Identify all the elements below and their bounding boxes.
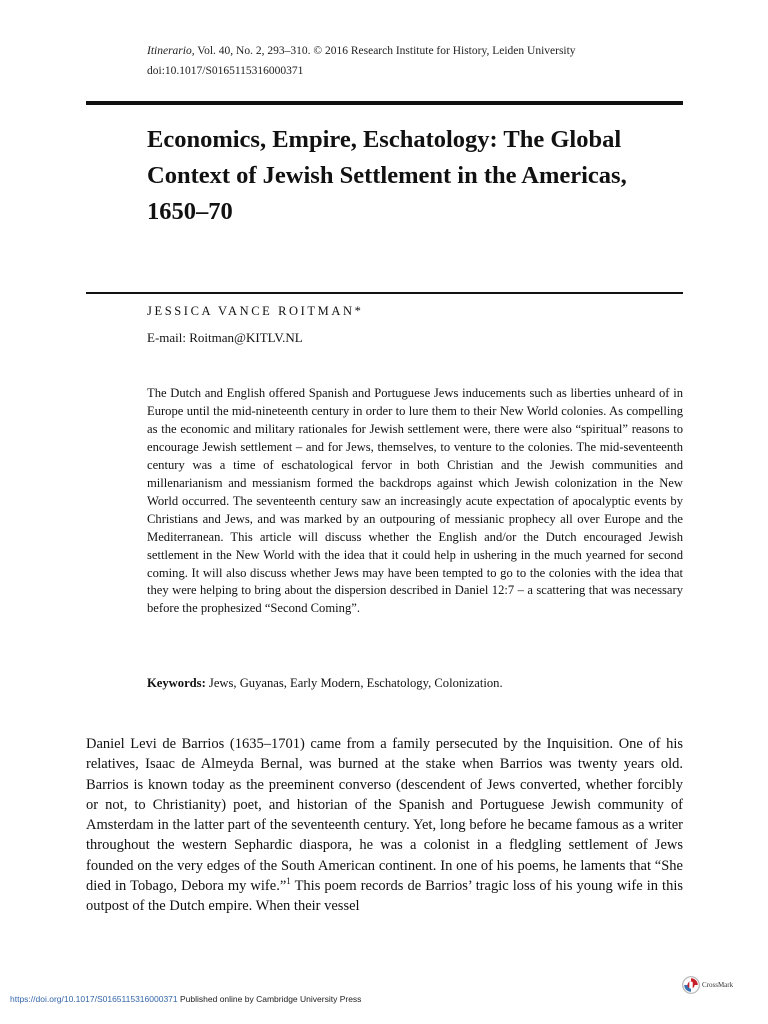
body-paragraph (86, 734, 683, 917)
header-rule (86, 101, 683, 105)
author-email: E-mail: Roitman@KITLV.NL (147, 330, 303, 345)
body-text-part2: This poem records de Barrios’ tragic loss of his young wife in this outpost of the Dutch empire. When their vessel (86, 878, 683, 915)
body-text-part1: Daniel Levi de Barrios (1635–1701) came from a family persecuted by the Inquisition. One of his relatives, Isaac de Almeyda Bernal, was burned at the stake when Barrios was twenty years old. Barrios is known today as the preeminent converso (descendent of Jews converted, whether forcibly or not, to Christianity) poet, and historian of the Spanish and Portuguese Jewish community of Amsterdam in the latter part of the seventeenth century. Yet, long before he became famous as a writer throughout the western Sephardic diaspora, he was a colonist in a fledgling settlement of Jews founded on the very edges of the South American continent. In one of his poems, he laments that “She died in Tobago, Debora my wife.” (86, 736, 683, 895)
keywords-label: Keywords: (147, 676, 206, 690)
footnote-ref[interactable]: 1 (286, 876, 291, 887)
crossmark-icon (682, 976, 700, 994)
footer (10, 994, 361, 1004)
doi-link[interactable]: https://doi.org/10.1017/S0165115316000371 (10, 994, 178, 1004)
crossmark-badge[interactable] (682, 976, 733, 994)
title-rule (86, 292, 683, 294)
published-note: Published online by Cambridge University Press (177, 994, 362, 1004)
abstract: The Dutch and English offered Spanish and Portuguese Jews inducements such as liberties unheard of in Europe until the mid-nineteenth century in order to lure them to their New World colonies. As compelling as the economic and military rationales for Jewish settlement were, there were also “spiritual” reasons to encourage Jewish settlement – and for Jews, themselves, to venture to the colonies. The mid-seventeenth century was a time of eschatological fervor in both Christian and the Jewish communities and millenarianism and messianism formed the backdrops against which Jewish colonization in the New World occurred. The seventeenth century saw an increasingly acute expectation of apocalyptic events by Christians and Jews, and was marked by an outpouring of messianic prophecy all over Europe and the Mediterranean. This article will discuss whether the English and/or the Dutch encouraged Jewish settlement in the New World with the idea that it could help in ushering in the much yearned for second coming. It will also discuss whether Jews may have been tempted to go to the colonies with the idea that they were helping to bring about the dispersion described in Daniel 12:7 – a scattering that was necessary before the prophesized “Second Coming”. (147, 386, 683, 616)
citation-details: Vol. 40, No. 2, 293–310. © 2016 Research Institute for History, Leiden University (194, 45, 576, 57)
journal-header (147, 41, 576, 81)
keywords-list: Jews, Guyanas, Early Modern, Eschatology, Colonization. (205, 676, 503, 690)
citation-line (147, 41, 576, 61)
journal-name: Itinerario, (147, 45, 195, 57)
keywords (147, 676, 503, 691)
crossmark-label: CrossMark (702, 981, 734, 989)
doi-line: doi:10.1017/S0165115316000371 (147, 65, 304, 77)
author-name: JESSICA VANCE ROITMAN* (147, 304, 364, 318)
article-title: Economics, Empire, Eschatology: The Global Context of Jewish Settlement in the Americas, 1650–70 (147, 126, 627, 225)
